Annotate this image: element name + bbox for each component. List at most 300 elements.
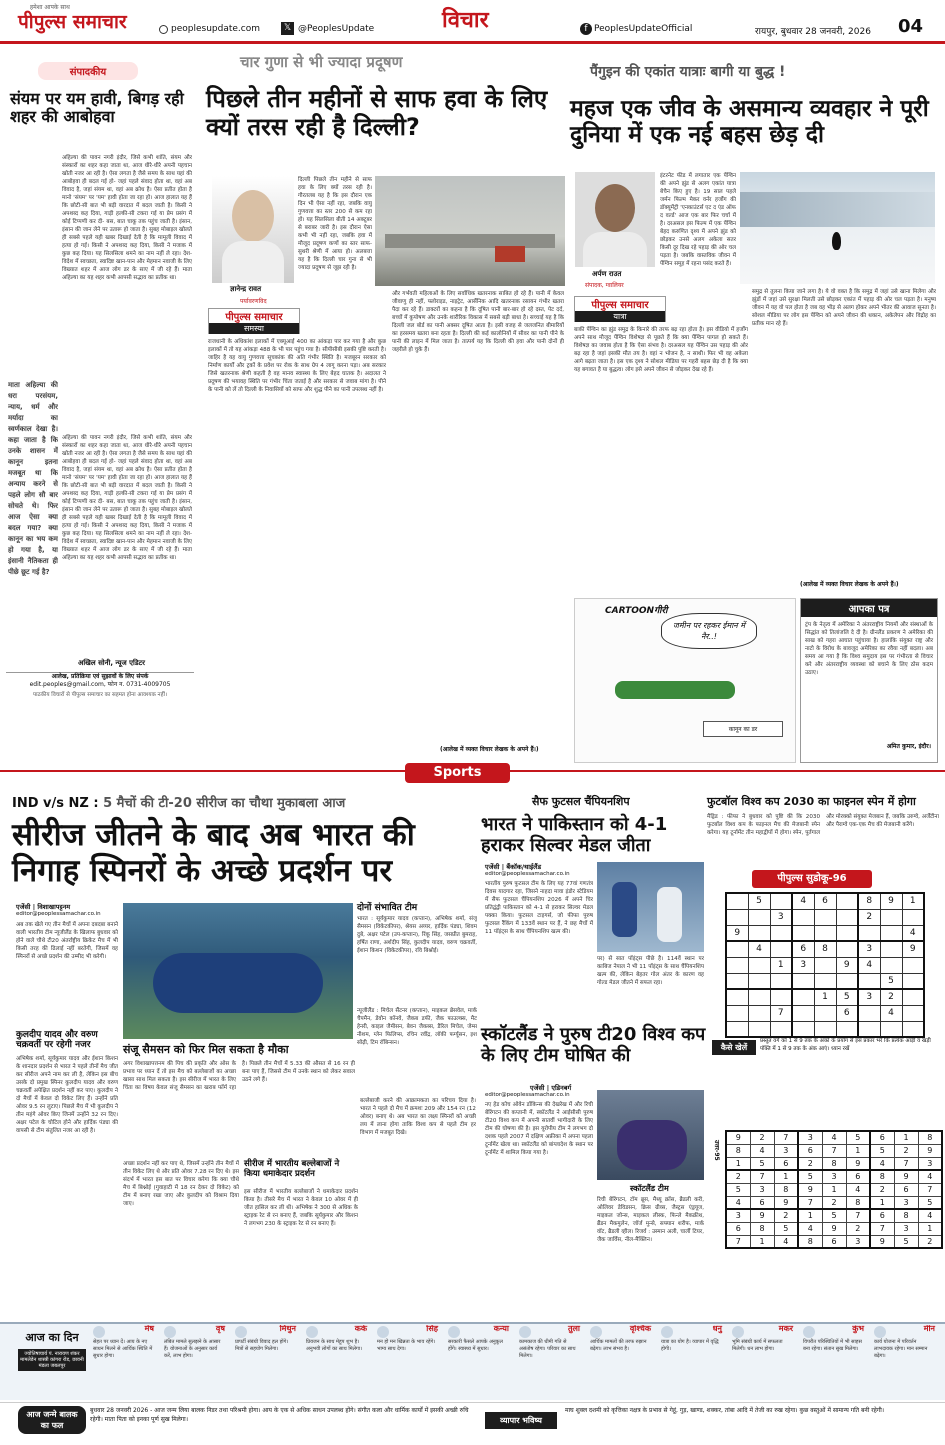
penguin-author: अर्पण राउत [592, 270, 622, 278]
answer-cell: 3 [750, 1183, 774, 1196]
sudoku-cell[interactable]: 6 [814, 893, 836, 909]
answer-cell: 9 [750, 1209, 774, 1222]
cartoon-panel [574, 598, 796, 763]
rashi-text: लंबित मामले सुलझने के आसार हैं। योजनाओं के अनुसार कार्य करें, लाभ होगा। [164, 1339, 221, 1359]
answer-cell: 5 [846, 1131, 870, 1144]
sudoku-cell[interactable] [902, 957, 924, 973]
rashifal-title-box [18, 1326, 86, 1396]
rashi-text: मन हो मन खिन्नता के भाव रहेंगे। भाग्य साथ देगा। [377, 1339, 436, 1352]
scotland-body: नए हेड कोच ओवेन डॉकिन्स की देखरेख में और रिची बेरिंगटन की कप्तानी में, स्कॉटलैंड ने आईसीसी पुरुष टी20 विश्व कप में अपनी सातवीं भागीदारी के लिए टीम की घोषणा की है। इस यूरोपीय टीम ने लगभग दो दशक पहले 2007 में दक्षिण अफ्रीका में अपना पहला टूर्नामेंट खेला था। स्कॉटलैंड को बांग्लादेश के स्थान पर टूर्नामेंट में शामिल किया गया है। [485, 1102, 593, 1156]
answer-cell: 8 [726, 1144, 750, 1157]
sudoku-cell[interactable] [748, 957, 770, 973]
answer-cell: 2 [774, 1209, 798, 1222]
astrologer: ज्योतिषाचार्य पं. नारायण शंकर मामलेडेन शास्त्री कांगरा रोड, छावनी मंडला जबलपुर [18, 1349, 86, 1371]
sudoku-grid[interactable] [725, 892, 925, 1038]
answer-cell: 9 [726, 1131, 750, 1144]
sudoku-cell[interactable] [770, 925, 792, 941]
sudoku-cell[interactable] [748, 925, 770, 941]
answer-cell: 4 [846, 1183, 870, 1196]
ind-kicker [12, 797, 345, 812]
facebook-icon: f [580, 23, 592, 35]
rashi-text: यात्रा का योग है। व्यापार में वृद्धि होगी। [661, 1339, 719, 1352]
sudoku-cell[interactable] [726, 1021, 748, 1037]
sudoku-cell[interactable] [792, 1005, 814, 1021]
futsal-body2: पर) से सात पॉइंट्स पीछे है। 114वें स्थान पर काबिज नेपाल ने भी 11 पॉइंट्स के साथ चैंपियनशिप खत्म की, लेकिन बेहतर गोल अंतर के कारण वह गोल्ड मेडल जीतने में सफल रहा। [597, 956, 704, 986]
sudoku-cell[interactable]: 3 [858, 941, 880, 957]
futsal-kicker: सैफ फुटसल चैंपियनशिप [532, 795, 630, 808]
rashi-item [587, 1325, 655, 1397]
answer-cell: 4 [918, 1209, 942, 1222]
answer-cell: 7 [750, 1170, 774, 1183]
letter-body: ट्रंप के नेतृत्व में अमेरिका ने अंतरराष्ट्रीय नियमों और संस्थाओं के सिद्धांत को तिलांजलि दे दी है। ग्रीनलैंड प्रकरण ने अमेरिका की साख को गहरा आघात पहुंचाया है। हालांकि संयुक्त राष्ट्र और नाटो के विरोध के बावजूद अमेरिका का रवैया नहीं बदला। अब समय आ गया है कि विश्व समुदाय इस पर गंभीरता से विचार करे और अंतरराष्ट्रीय व्यवस्था को बचाने के लिए ठोस कदम उठाए। [805, 622, 933, 676]
answer-cell: 1 [726, 1157, 750, 1170]
disclaimer: पाठकीय विचारों से पीपुल्स समाचार का सहमत होना आवश्यक नहीं। [32, 692, 168, 698]
zodiac-icon [306, 1326, 318, 1338]
futsal-headline: भारत ने पाकिस्तान को 4-1 हराकर सिल्वर मेडल जीता [481, 814, 668, 856]
answer-cell: 5 [870, 1144, 894, 1157]
scotland-photo [597, 1090, 704, 1180]
sudoku-cell[interactable]: 9 [836, 957, 858, 973]
rashi-text: आर्थिक मामलों की तरफ रुझान बढ़ेगा। लाभ संभव है। [590, 1339, 647, 1352]
answer-cell: 9 [798, 1183, 822, 1196]
rashi-text: कामकाज की धीमी गति से असंतोष रहेगा। परिवार का साथ मिलेगा। [519, 1339, 576, 1359]
sudoku-cell[interactable] [770, 989, 792, 1005]
sudoku-cell[interactable] [902, 909, 924, 925]
answer-cell: 5 [750, 1157, 774, 1170]
rashi-text: सरकारी फैसले आपके अनुकूल होंगे। स्वास्थ्य में सुधार। [448, 1339, 503, 1352]
page-number: 04 [898, 16, 924, 37]
answer-cell: 6 [798, 1144, 822, 1157]
contact-email[interactable]: edit.peoples@gmail.com, फोन न. 0731-4009705 [29, 681, 171, 688]
futsal-email[interactable]: editor@peoplessamachar.co.in [485, 871, 570, 877]
sudoku-cell[interactable] [836, 973, 858, 989]
answer-cell: 8 [918, 1131, 942, 1144]
zodiac-icon [590, 1326, 602, 1338]
delhi-col1: दिल्ली पिछले तीन महीने से साफ हवा के लिए क्यों तरस रही है। गौरतलब यह है कि इस दौरान एक दिन भी ऐसा नहीं रहा, जबकि वायु गुणवत्ता का स्तर 200 से कम रहा हो। यह सिलसिला बीती 14 अक्टूबर से बराबर जारी है। इस दौरान ऐसा कभी भी नहीं रहा, जबकि हवा में मौजूद प्रदूषण कणों का स्तर साफ-सुथरी श्रेणी में आया हो। अलबत्ता यह है कि दिल्ली चार गुना से भी ज्यादा प्रदूषण से जूझ रही है। [298, 177, 372, 271]
answer-cell: 8 [846, 1196, 870, 1209]
facebook-handle[interactable]: PeoplesUpdateOfficial [594, 24, 693, 34]
answer-cell: 9 [870, 1235, 894, 1248]
answer-cell: 6 [870, 1209, 894, 1222]
rashi-name: मकर [778, 1325, 793, 1333]
sudoku-cell[interactable] [726, 1005, 748, 1021]
sudoku-cell[interactable]: 4 [880, 1005, 902, 1021]
wc-headline: फुटबॉल विश्व कप 2030 का फाइनल स्पेन में होगा [707, 795, 916, 808]
answer-cell: 6 [846, 1170, 870, 1183]
answer-cell: 5 [774, 1222, 798, 1235]
sudoku-cell[interactable]: 7 [770, 1005, 792, 1021]
rashi-item [516, 1325, 584, 1397]
answer-cell: 4 [798, 1222, 822, 1235]
rashi-name: तुला [567, 1325, 580, 1333]
sudoku-cell[interactable] [748, 909, 770, 925]
ind-body1: अब तक खेले गए तीन मैचों में अपना दबदबा बनाने वाली भारतीय टीम न्यूजीलैंड के खिलाफ बुधवार को होने वाले चौथे टी20 अंतर्राष्ट्रीय क्रिकेट मैच में भी किसी तरह की ढिलाई नहीं बरतेगी, जिसमें वह स्पिनरों से अच्छे प्रदर्शन की उम्मीद भी करेगी। [16, 922, 118, 960]
delhi-col3: और गर्भवती महिलाओं के लिए सर्वाधिक खतरनाक साबित हो रहे हैं। पानी में केवल जीवाणु ही नहीं, फ्लोराइड, नाइट्रेट, आर्सेनिक आदि खतरनाक रसायन गंभीर खतरा पैदा कर रहे हैं। डाक्टरों का कहना है कि दूषित पानी बार-बार हो रहे दस्त, पेट दर्द, बच्चों में कुपोषण और उनके शारीरिक विकास में सबसे बड़ी बाधा है। सच्चाई यह है कि दिल्ली जल बोर्ड का पानी अक्सर दूषित आता है। इसी वजह से जलजनित बीमारियों का हरसमय खतरा बना रहता है। दिल्ली की कई कालोनियों में सीवर का पानी पीने के पानी की लाइन में मिल जाता है। तात्पर्य यह कि दिल्ली की हवा और पानी दोनों ही जहरीले हो चुके हैं। [392, 291, 564, 353]
answer-cell: 2 [918, 1235, 942, 1248]
ind-body6: बल्लेबाजी करने की आक्रामकता का परिचय दिया है। भारत ने पहले दो मैच में क्रमशः 209 और 154 रन (12 ओवर) बनाए थे। अब भारत का लक्ष्य स्पिनरों को अच्छी लय में लाना होगा ताकि विश्व कप से पहले टीम हर विभाग में मजबूत दिखे। [360, 1098, 476, 1136]
section-title: विचार [442, 8, 489, 33]
sudoku-cell[interactable] [814, 1005, 836, 1021]
editorial-headline: संयम पर यम हावी, बिगड़ रही शहर की आबोहवा [10, 89, 184, 127]
sudoku-cell[interactable] [748, 989, 770, 1005]
ind-body5: इस सीरीज में भारतीय बल्लेबाजों ने धमाकेदार प्रदर्शन किया है। तीसरे मैच में भारत ने केवल 10 ओवर में ही जीत हासिल कर ली थी। अभिषेक ने 300 से अधिक के स्ट्राइक रेट से रन बनाए हैं, जबकि सूर्यकुमार और किशन ने लगभग 230 के स्ट्राइक रेट से रन बनाए हैं। [244, 1189, 358, 1227]
sudoku-cell[interactable]: 4 [792, 893, 814, 909]
sudoku-cell[interactable] [726, 893, 748, 909]
sudoku-cell[interactable] [814, 973, 836, 989]
sudoku-cell[interactable] [814, 1021, 836, 1037]
rashi-item [729, 1325, 797, 1397]
answer-cell: 6 [774, 1157, 798, 1170]
answer-cell: 8 [750, 1222, 774, 1235]
sudoku-cell[interactable]: 5 [748, 893, 770, 909]
ind-body4: अच्छा प्रदर्शन नहीं कर पाए थे, जिसमें उन्होंने तीन मैचों में तीन विकेट लिए थे और प्रति ओवर 7.28 रन दिए थे। इस संदर्भ में भारत इस बात पर विचार करेगा कि क्या चौथे मैच में बिश्नोई (गुवाहाटी में 18 रन देकर दो विकेट) को टीम में बनाए रखा जाए और कुलदीप को विश्राम दिया जाए। [123, 1161, 239, 1207]
ind-body3: अगर विशाखापत्तनम की पिच की प्रकृति और ओस के प्रभाव पर ध्यान दें तो इस मैच को बल्लेबाजों का अच्छा खासा साथ मिल सकता है। इस सीरीज में भारत के लिए चिंता का विषय केवल संजू सैमसन का खराब फॉर्म रहा है। पिछले तीन मैचों में 5.33 की औसत से 16 रन ही बना पाए हैं, जिससे टीम में उनके स्थान को लेकर सवाल उठने लगे हैं। [123, 1061, 355, 1091]
zodiac-icon [661, 1326, 673, 1338]
sudoku-cell[interactable] [770, 1021, 792, 1037]
delhi-badge-logo: पीपुल्स समाचार [225, 312, 283, 323]
sudoku-title: पीपुल्स सुडोकू-96 [752, 870, 872, 888]
rashi-name: कुंभ [852, 1325, 864, 1333]
rashi-name: वृष [215, 1325, 225, 1333]
sudoku-cell[interactable] [748, 1021, 770, 1037]
editorial-author: अखिल सोनी, न्यूज एडिटर [78, 659, 145, 667]
logo-tagline: हमेशा आपके साथ [30, 4, 70, 11]
delhi-author: ज्ञानेन्द्र रावत [230, 285, 262, 293]
zodiac-icon [732, 1326, 744, 1338]
sudoku-cell[interactable] [726, 989, 748, 1005]
team-india-photo [123, 903, 353, 1039]
business-text: माघ शुक्ल दशमी को कृत्तिका नक्षत्र के प्रभाव से गेहूं, गुड़, खाण्ड, शक्कर, तांबा आदि में तेजी का रुख रहेगा। कुछ वस्तुओं में सामान्य गति बनी रहेगी। [565, 1407, 885, 1414]
zodiac-icon [448, 1326, 460, 1338]
answer-label: उत्तर-95 [713, 1140, 720, 1161]
answer-cell: 7 [774, 1131, 798, 1144]
sports-banner: Sports [405, 763, 510, 783]
sudoku-cell[interactable] [858, 1005, 880, 1021]
penguin-photo [740, 172, 935, 284]
answer-cell: 7 [870, 1222, 894, 1235]
futsal-photo [597, 862, 704, 952]
answer-cell: 4 [870, 1157, 894, 1170]
answer-cell: 5 [726, 1183, 750, 1196]
answer-cell: 1 [774, 1170, 798, 1183]
delhi-badge [208, 308, 300, 334]
sudoku-cell[interactable] [748, 1005, 770, 1021]
editorial-body-cont: अहिल्या की पावन नगरी इंदौर, जिसे कभी शांति, संयम और संस्कारों का शहर कहा जाता था, आज धीरे-धीरे अपनी पहचान खोती नजर आ रही है। ऐसा लगता है जैसे समय के साथ यहां की आबोहवा ही बदल गई हो- जहां पहले संवाद होता था, वहां अब विवाद है, जहां संयम था, वहां अब क्रोध है। ऐसा प्रतीत होता है मानो 'संयम' पर 'यम' हावी होता जा रहा हो। आज हालात यह हैं कि छोटी-सी बात भी बड़ी वारदात में बदल जाती है। किसी ने अपशब्द कह दिया, गाड़ी हल्की-सी टकरा गई या प्रेम प्रसंग में कोई टिप्पणी कर दी- बस, बात चाकू तक पहुंच जाती है। इंसान, इंसान की जान लेने पर उतारू हो जाता है। सुबह मोबाइल खोलते ही सबसे पहले यही खबर दिखाई देती है कि मामूली विवाद में हत्या हो गई। किसी ने अपशब्द कह दिया, किसी ने मजाक में कुछ कह दिया। यह सिलसिला थमने का नाम नहीं ले रहा। देश-विदेश में स्वच्छता, स्वादिष्ट खान-पान और मेहमान नवाजी के लिए विख्यात शहर में आज लोग डर के साए में जी रहे हैं। माता अहिल्या का यह शहर कभी आपसी सद्भाव का प्रतीक था। [62, 435, 192, 561]
wc-body: मैड्रिड : फीफा ने बुधवार को पुष्टि की कि 2030 फुटबॉल विश्व कप के फाइनल मैच की मेजबानी स्पेन करेगा। यह टूर्नामेंट तीन महाद्वीपों में होगा। स्पेन, पुर्तगाल और मोरक्को संयुक्त मेजबान हैं, जबकि उरुग्वे, अर्जेंटीना और पैराग्वे एक-एक मैच की मेजबानी करेंगे। [707, 814, 939, 836]
answer-cell: 9 [846, 1157, 870, 1170]
sudoku-cell[interactable] [814, 957, 836, 973]
answer-cell: 5 [894, 1235, 918, 1248]
answer-cell: 3 [774, 1144, 798, 1157]
sudoku-cell[interactable]: 4 [902, 925, 924, 941]
answer-cell: 9 [774, 1196, 798, 1209]
answer-cell: 2 [822, 1196, 846, 1209]
penguin-badge-logo: पीपुल्स समाचार [591, 300, 649, 311]
sudoku-cell[interactable] [902, 973, 924, 989]
masthead [0, 0, 945, 44]
answer-cell: 9 [918, 1144, 942, 1157]
scotland-email[interactable]: editor@peoplessamachar.co.in [485, 1092, 570, 1098]
rashi-item [800, 1325, 868, 1397]
sudoku-cell[interactable]: 6 [836, 1005, 858, 1021]
answer-cell: 5 [918, 1196, 942, 1209]
ind-sub3: सीरीज में भारतीय बल्लेबाजों ने किया धमाकेदार प्रदर्शन [244, 1159, 340, 1179]
answer-cell: 1 [894, 1131, 918, 1144]
born-today-label: आज जन्मे बालक का फल [18, 1406, 86, 1434]
answer-cell: 5 [798, 1170, 822, 1183]
delhi-author-role: पर्यावरणविद [240, 298, 267, 305]
sudoku-cell[interactable]: 9 [880, 893, 902, 909]
penguin-headline: महज एक जीव के असमान्य व्यवहार ने पूरी दुनिया में एक नई बहस छेड़ दी [570, 96, 929, 149]
answer-cell: 9 [894, 1170, 918, 1183]
sudoku-cell[interactable] [770, 941, 792, 957]
rashi-text: भूमि संबंधी कार्य में सफलता मिलेगी। धन लाभ होगा। [732, 1339, 783, 1352]
sudoku-cell[interactable] [792, 989, 814, 1005]
answer-cell: 5 [822, 1209, 846, 1222]
penguin-footer: (आलेख में व्यक्त विचार लेखक के अपने हैं।) [800, 581, 899, 588]
answer-cell: 4 [918, 1170, 942, 1183]
answer-cell: 1 [870, 1196, 894, 1209]
rashi-name: वृश्चिक [629, 1325, 651, 1333]
ind-email[interactable]: editor@peoplessamachar.co.in [16, 911, 101, 917]
sudoku-cell[interactable] [902, 989, 924, 1005]
answer-cell: 4 [774, 1235, 798, 1248]
sudoku-cell[interactable]: 4 [858, 957, 880, 973]
answer-cell: 1 [846, 1144, 870, 1157]
penguin-col3: समुद्र से तुलना किया जाने लगा है। ये वो वक्त है कि समुद्र में जहां उसे खाना मिलेगा और झुंडों में जहां उसे सुरक्षा मिलती उसे छोड़कर एकांत में पहाड़ की ओर चल पड़ता है। मनुष्य जीवन में यह वो पल होता है जब वह भीड़ से अलग होकर अपने भीतर की आवाज सुनता है। सोशल मीडिया पर लोग इस पेंग्विन को अपने जीवन की थकान, अकेलेपन और विद्रोह का प्रतीक मान रहे हैं। [752, 289, 936, 327]
answer-cell: 1 [822, 1183, 846, 1196]
zodiac-icon [235, 1326, 247, 1338]
answer-cell: 7 [846, 1209, 870, 1222]
answer-cell: 2 [894, 1144, 918, 1157]
sudoku-cell[interactable] [858, 1021, 880, 1037]
sudoku-cell[interactable] [726, 909, 748, 925]
answer-cell: 3 [918, 1157, 942, 1170]
sudoku-cell[interactable] [814, 909, 836, 925]
sudoku-cell[interactable] [880, 957, 902, 973]
sudoku-cell[interactable]: 8 [814, 941, 836, 957]
sudoku-cell[interactable] [836, 941, 858, 957]
delhi-headline: पिछले तीन महीनों से साफ हवा के लिए क्यों तरस रही है दिल्ली? [206, 85, 548, 141]
answer-cell: 6 [750, 1196, 774, 1209]
team-nz: न्यूजीलैंड : मिचेल सैंटनर (कप्तान), माइकल ब्रेसवेल, मार्क चैपमैन, डेवोन कॉनवे, जैकब डफी, जैक फाउल्क्स, मैट हेनरी, काइल जैमीसन, बेवन जैकब्स, डैरिल मिचेल, जेम्स नीशम, ग्लेन फिलिप्स, रचिन रवींद्र, लॉकी फर्ग्यूसन, इश सोढ़ी, टिम रॉबिन्सन। [357, 1008, 477, 1047]
answer-cell: 8 [798, 1235, 822, 1248]
contact-title: आलेख, प्रतिक्रिया एवं सुझावों के लिए संपर्क [51, 673, 149, 680]
ind-kicker-tag: IND v/s NZ : [12, 796, 99, 811]
sudoku-cell[interactable] [792, 1021, 814, 1037]
letter-signature: अमित कुमार, इंदौर। [886, 743, 931, 750]
sudoku-cell[interactable] [792, 973, 814, 989]
sudoku-cell[interactable]: 1 [770, 957, 792, 973]
answer-cell: 8 [822, 1157, 846, 1170]
answer-cell: 2 [798, 1157, 822, 1170]
answer-cell: 4 [822, 1131, 846, 1144]
rashi-text: प्रापर्टी संबंधी विवाद हल होंगे। मित्रों से सहयोग मिलेगा। [235, 1339, 289, 1352]
crocodile-illustration [615, 681, 735, 699]
x-icon: 𝕏 [281, 22, 294, 35]
sudoku-cell[interactable]: 4 [748, 941, 770, 957]
sudoku-cell[interactable]: 9 [902, 941, 924, 957]
ind-sub1: कुलदीप यादव और वरुण चक्रवर्ती पर रहेगी नजर [16, 1030, 98, 1051]
sudoku-cell[interactable] [726, 973, 748, 989]
answer-cell: 2 [750, 1131, 774, 1144]
sudoku-cell[interactable]: 9 [726, 925, 748, 941]
sudoku-cell[interactable] [836, 893, 858, 909]
team-box [357, 903, 477, 1093]
rashi-name: सिंह [426, 1325, 438, 1333]
answer-cell: 1 [750, 1235, 774, 1248]
answer-cell: 9 [822, 1222, 846, 1235]
answer-cell: 3 [822, 1170, 846, 1183]
rashifal-title: आज का दिन [25, 1331, 79, 1344]
sudoku-cell[interactable] [858, 973, 880, 989]
answer-cell: 2 [726, 1170, 750, 1183]
rashi-item [445, 1325, 513, 1397]
answer-cell: 8 [870, 1170, 894, 1183]
answer-cell: 1 [798, 1209, 822, 1222]
sudoku-cell[interactable] [836, 1021, 858, 1037]
answer-cell: 6 [870, 1131, 894, 1144]
answer-cell: 4 [750, 1144, 774, 1157]
sudoku-cell[interactable] [726, 957, 748, 973]
ind-sub2: संजू सैमसन को फिर मिल सकता है मौका [123, 1043, 289, 1056]
dateline: रायपुर, बुधवार 28 जनवरी, 2026 [755, 27, 871, 37]
zodiac-icon [93, 1326, 105, 1338]
sudoku-cell[interactable] [770, 973, 792, 989]
sudoku-cell[interactable] [880, 1021, 902, 1037]
sudoku-answer-grid [725, 1130, 943, 1249]
sudoku-cell[interactable] [836, 925, 858, 941]
how-to-play-text: प्रस्तुत वर्ग को 1 से 9 तक के अंकों के प्रयोग से इस प्रकार भरें कि प्रत्येक आड़ी व खड़ी पंक्ति में 1 से 9 तक के अंक आएं। ध्यान रखें [760, 1038, 931, 1052]
futsal-body: भारतीय पुरुष फुटसल टीम के लिए यह 77वां गणतंत्र दिवस यादगार रहा, जिसने नाहदा मावा इंडोर स्टेडियम में सैफ फुटसल चैंपियनशिप 2026 में अपने चिर प्रतिद्वंद्वी पाकिस्तान को 4-1 से हराकर सिल्वर मेडल पक्का किया। फुटसल टाइगर्स, जो फीफा पुरुष फुटसल रैंकिंग में 133वें स्थान पर हैं, ने छह मैचों में 11 पॉइंट्स के साथ चैंपियनशिप खत्म की। [485, 881, 593, 935]
sudoku-cell[interactable]: 5 [880, 973, 902, 989]
delhi-badge-sub: समस्या [209, 323, 299, 334]
sudoku-cell[interactable]: 3 [792, 957, 814, 973]
sudoku-cell[interactable] [814, 925, 836, 941]
rashi-item [161, 1325, 229, 1397]
rashi-name: मिथुन [279, 1325, 296, 1333]
rashi-item [374, 1325, 442, 1397]
rashi-text: कार्य योजना में परिवर्तन लाभदायक रहेगा। मान सम्मान बढ़ेगा। [874, 1339, 928, 1359]
team-title: दोनों संभावित टीम [357, 903, 418, 913]
globe-icon [159, 25, 168, 34]
sudoku-cell[interactable] [880, 909, 902, 925]
penguin-author-role: संपादक, ग्वालियर [585, 282, 624, 289]
answer-cell: 2 [846, 1222, 870, 1235]
sudoku-cell[interactable]: 3 [770, 909, 792, 925]
sudoku-cell[interactable]: 6 [792, 941, 814, 957]
sudoku-cell[interactable] [748, 973, 770, 989]
sudoku-cell[interactable]: 2 [880, 989, 902, 1005]
sudoku-cell[interactable]: 8 [858, 893, 880, 909]
delhi-footer: (आलेख में व्यक्त विचार लेखक के अपने हैं।) [440, 746, 539, 753]
sudoku-cell[interactable] [792, 909, 814, 925]
ind-kicker-text: 5 मैचों की टी-20 सीरीज का चौथा मुकाबला आज [103, 796, 346, 811]
answer-cell: 7 [894, 1157, 918, 1170]
delhi-col2: राजधानी के अधिकांश इलाकों में एक्यूआई 400 का आंकड़ा पार कर गया है और कुछ इलाकों में तो यह आंकड़ा 488 के भी पार पहुंच गया है। सीपीसीबी इसकी पुष्टि करती है। जाहिर है यह वायु गुणवत्ता सूचकांक की अति गंभीर स्थिति है। मजबूरन सरकार को निर्माण कार्यों और ट्रकों के प्रवेश पर रोक के साथ ग्रेप 4 लागू करना पड़ा। अब सरकार जिसे खतरनाक श्रेणी कहती है वह मानव स्वास्थ्य के लिए बेहद घातक है। अदालत ने प्रदूषण की भयावह स्थिति पर गंभीर चिंता जताई है और सरकार से जवाब मांगा है। पीने के पानी को लें तो दिल्ली के निवासियों को साफ और शुद्ध पीने का पानी उपलब्ध नहीं है। [208, 339, 386, 393]
editorial-body: अहिल्या की पावन नगरी इंदौर, जिसे कभी शांति, संयम और संस्कारों का शहर कहा जाता था, आज धीरे-धीरे अपनी पहचान खोती नजर आ रही है। ऐसा लगता है जैसे समय के साथ यहां की आबोहवा ही बदल गई हो- जहां पहले संवाद होता था, वहां अब विवाद है, जहां संयम था, वहां अब क्रोध है। ऐसा प्रतीत होता है मानो 'संयम' पर 'यम' हावी होता जा रहा हो। आज हालात यह हैं कि छोटी-सी बात भी बड़ी वारदात में बदल जाती है। किसी ने अपशब्द कह दिया, गाड़ी हल्की-सी टकरा गई या प्रेम प्रसंग में कोई टिप्पणी कर दी- बस, बात चाकू तक पहुंच जाती है। इंसान, इंसान की जान लेने पर उतारू हो जाता है। सुबह मोबाइल खोलते ही सबसे पहले यही खबर दिखाई देती है कि मामूली विवाद में हत्या हो गई। किसी ने अपशब्द कह दिया, किसी ने मजाक में कुछ कह दिया। यह सिलसिला थमने का नाम नहीं ले रहा। देश-विदेश में स्वच्छता, स्वादिष्ट खान-पान और मेहमान नवाजी के लिए विख्यात शहर में आज लोग डर के साए में जी रहे हैं। माता अहिल्या का यह शहर कभी आपसी सद्भाव का प्रतीक था। [62, 155, 192, 281]
scotland-agency: एजेंसी | एडिनबर्ग [530, 1084, 572, 1092]
business-label: व्यापार भविष्य [485, 1412, 557, 1429]
sudoku-cell[interactable] [836, 909, 858, 925]
sudoku-cell[interactable]: 3 [858, 989, 880, 1005]
sudoku-cell[interactable]: 1 [902, 893, 924, 909]
rashi-item [232, 1325, 300, 1397]
sudoku-cell[interactable] [902, 1021, 924, 1037]
sudoku-cell[interactable]: 1 [814, 989, 836, 1005]
answer-cell: 3 [894, 1196, 918, 1209]
sudoku-cell[interactable] [880, 925, 902, 941]
answer-cell: 4 [726, 1196, 750, 1209]
sudoku-cell[interactable] [880, 941, 902, 957]
answer-cell: 2 [870, 1183, 894, 1196]
cartoon-sign: कानून का डर [703, 721, 783, 737]
ind-agency: एजेंसी | विशाखापट्टनम [16, 903, 71, 911]
zodiac-icon [377, 1326, 389, 1338]
ind-headline: सीरीज जीतने के बाद अब भारत की निगाह स्पिनरों के अच्छे प्रदर्शन पर [12, 817, 415, 889]
editorial-column [6, 58, 194, 690]
sudoku-cell[interactable]: 2 [858, 909, 880, 925]
answer-cell: 6 [894, 1183, 918, 1196]
ind-body2: अभिषेक शर्मा, सूर्यकुमार यादव और ईशान किशन के शानदार प्रदर्शन से भारत ने पहले तीनों मैच जीत कर सीरीज अपने नाम कर ली है, लेकिन इस बीच उसके दो प्रमुख स्पिनर कुलदीप यादव और वरुण चक्रवर्ती अपेक्षित प्रदर्शन नहीं कर पाए। कुलदीप ने दो मैचों में केवल दो विकेट लिए हैं। उन्होंने प्रति ओवर 9.5 रन लुटाए। पिछले मैच में भी कुलदीप ने तीन महंगे ओवर किए जिनमें उन्होंने 32 रन दिए। अक्षर पटेल के चोटिल होने और हार्दिक पंड्या की वापसी से टीम संतुलित नजर आ रही है। [16, 1056, 118, 1134]
delhi-smog-photo [375, 176, 565, 286]
rashi-item [871, 1325, 939, 1397]
sudoku-cell[interactable] [770, 893, 792, 909]
answer-cell: 7 [726, 1235, 750, 1248]
penguin-col2: बाकी पेंग्विन का झुंड समुद्र के किनारे की तरफ बढ़ रहा होता है। इस वीडियो में हर्जोग अपने साथ मौजूद पेंग्विन विशेषज्ञ से पूछते हैं कि क्या पेंग्विन पागल हो सकते हैं। विशेषज्ञ का जवाब होता है कि ऐसा संभव है। दरअसल यह पेंग्विन उस पहाड़ की ओर बढ़ रहा है जहां इसकी मौत तय है। वहां न भोजन है, न साथी। फिर भी वह अकेला आगे बढ़ता जाता है। इस एक दृश्य ने सोशल मीडिया पर गहरी बहस छेड़ दी है कि क्या यह बगावत है या बुद्धत्व। लोग इसे अपने जीवन से जोड़कर देख रहे हैं। [574, 327, 748, 373]
futsal-agency: एजेंसी | बैंकॉक/थाईलैंड [485, 863, 542, 871]
author-photo-penguin [575, 172, 655, 267]
answer-cell: 8 [894, 1209, 918, 1222]
x-handle[interactable]: @PeoplesUpdate [298, 24, 375, 34]
rashi-text: सेहत पर ध्यान दें। आय के नए साधन मिलने से आर्थिक स्थिति में सुधार होगा। [93, 1339, 153, 1359]
cartoon-bubble: जमीन पर रहकर ईमान में नैर..! [661, 613, 757, 649]
answer-cell: 8 [774, 1183, 798, 1196]
delhi-kicker: चार गुणा से भी ज्यादा प्रदूषण [240, 53, 403, 71]
zodiac-icon [803, 1326, 815, 1338]
answer-cell: 3 [726, 1209, 750, 1222]
sudoku-cell[interactable] [792, 925, 814, 941]
newspaper-logo[interactable]: पीपुल्स समाचार [18, 11, 127, 33]
rashi-name: कर्क [354, 1325, 367, 1333]
sudoku-cell[interactable] [902, 1005, 924, 1021]
rashi-text: प्रियजन के साथ मेहूप शुभ है। अनुभवी लोगों का साथ मिलेगा। [306, 1339, 363, 1352]
rashi-text: विपरीत परिस्थितियों में भी साहस बना रहेगा। संतान सुख मिलेगा। [803, 1339, 862, 1352]
cartoon-title: CARTOONगीरी [605, 606, 668, 616]
answer-cell: 6 [726, 1222, 750, 1235]
scotland-team: रिची बेरिंगटन, टॉम ब्रूस, मैथ्यू क्रॉस, ब्रैडली करी, ओलिवर डेविडसन, क्रिस ग्रीव्स, जैस्ट्रस एंड्रयूज, माइकल जोन्स, माइकल लीस्क, फिन्ले मैकक्रीथ, ब्रैंडन मैकमुलेन, जॉर्ज मुन्से, सफ्यान शरीफ, मार्क वॉट, ब्रैडली व्हील। रिजर्व : उस्मान अली, चार्ली टियर, जैक जार्विस, नील-मैक्लिन। [597, 1197, 704, 1243]
sudoku-cell[interactable]: 5 [836, 989, 858, 1005]
author-photo-delhi [212, 176, 294, 283]
letter-title: आपका पत्र [801, 599, 937, 617]
answer-cell: 7 [918, 1183, 942, 1196]
penguin-badge [574, 296, 666, 322]
scotland-headline: स्कॉटलैंड ने पुरुष टी20 विश्व कप के लिए टीम घोषित की [481, 1024, 706, 1066]
penguin-badge-sub: यात्रा [575, 311, 665, 322]
rashi-name: धनु [712, 1325, 722, 1333]
answer-cell: 7 [798, 1196, 822, 1209]
team-india: भारत : सूर्यकुमार यादव (कप्तान), अभिषेक शर्मा, संजू सैमसन (विकेटकीपर), श्रेयस अय्यर, हार्दिक पंड्या, शिवम दुबे, अक्षर पटेल (उप-कप्तान), रिंकू सिंह, जसप्रीत बुमराह, हर्षित राणा, अर्शदीप सिंह, कुलदीप यादव, वरुण चक्रवर्ती, ईशान किशन (विकेटकीपर), रवि बिश्नोई। [357, 916, 477, 955]
rashi-name: मीन [923, 1325, 935, 1333]
zodiac-icon [874, 1326, 886, 1338]
site-url[interactable]: peoplesupdate.com [171, 24, 260, 34]
sudoku-cell[interactable] [858, 925, 880, 941]
answer-cell: 1 [918, 1222, 942, 1235]
born-today-text: बुधवार 28 जनवरी 2026 - आज जन्म लिया बालक निडर तथा परिश्रमी होगा। आय के एक से अधिक साधन उपलब्ध होंगे। संगीत कला और धार्मिक कार्यों में इसकी अच्छी रुचि रहेगी। माता पिता को इनका पूर्ण सुख मिलेगा। [90, 1407, 469, 1423]
rashi-item [658, 1325, 726, 1397]
sudoku-cell[interactable] [726, 941, 748, 957]
rashi-item [303, 1325, 371, 1397]
